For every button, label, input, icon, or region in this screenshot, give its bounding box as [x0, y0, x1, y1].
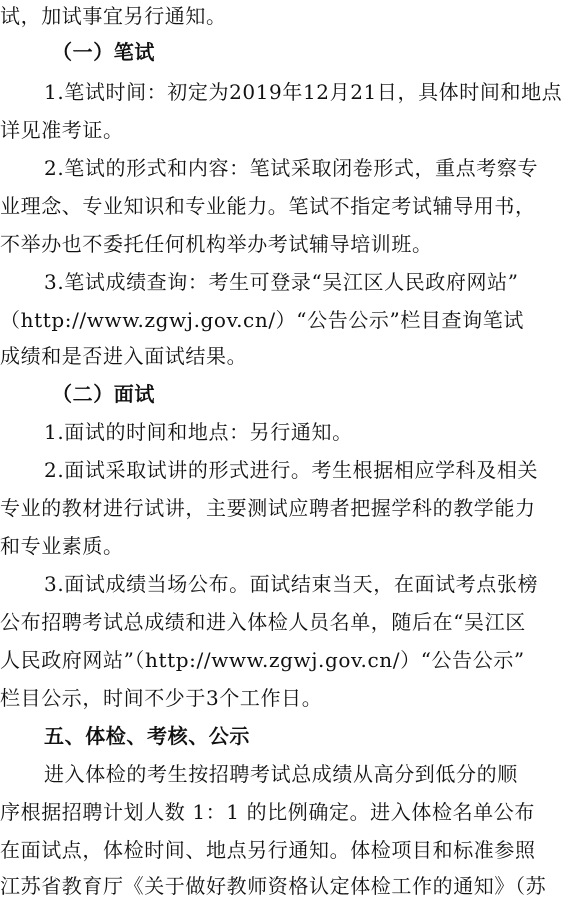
paragraph-line: 序根据招聘计划人数 1：1 的比例确定。进入体检名单公布 [0, 800, 535, 824]
paragraph-line: 业理念、专业知识和专业能力。笔试不指定考试辅导用书， [0, 194, 536, 218]
paragraph-line: 和专业素质。 [0, 534, 124, 558]
paragraph-line: 试，加试事宜另行通知。 [0, 4, 227, 28]
paragraph-line: 人民政府网站”（http://www.zgwj.gov.cn/）“公告公示” [0, 648, 525, 672]
paragraph-line: 进入体检的考生按招聘考试总成绩从高分到低分的顺 [44, 762, 518, 786]
paragraph-line: 专业的教材进行试讲，主要测试应聘者把握学科的教学能力 [0, 496, 536, 520]
subheading-written-exam: （一）笔试 [52, 40, 155, 64]
paragraph-line: 2.面试采取试讲的形式进行。考生根据相应学科及相关 [44, 458, 539, 482]
paragraph-line: 成绩和是否进入面试结果。 [0, 344, 248, 368]
paragraph-line: 江苏省教育厅《关于做好教师资格认定体检工作的通知》（苏 [0, 874, 547, 898]
paragraph-line: 3.面试成绩当场公布。面试结束当天，在面试考点张榜 [44, 572, 539, 596]
paragraph-line: 详见准考证。 [0, 118, 124, 142]
paragraph-line: 3.笔试成绩查询：考生可登录“吴江区人民政府网站” [44, 270, 519, 294]
paragraph-line: 2.笔试的形式和内容：笔试采取闭卷形式，重点考察专 [44, 156, 539, 180]
section-heading-physical-exam: 五、体检、考核、公示 [44, 724, 250, 748]
paragraph-line: 1.面试的时间和地点：另行通知。 [44, 420, 353, 444]
paragraph-line: 栏目公示，时间不少于3个工作日。 [0, 686, 323, 710]
paragraph-line: 公布招聘考试总成绩和进入体检人员名单，随后在“吴江区 [0, 610, 526, 634]
paragraph-line: 在面试点，体检时间、地点另行通知。体检项目和标准参照 [0, 838, 536, 862]
paragraph-line: （http://www.zgwj.gov.cn/）“公告公示”栏目查询笔试 [0, 308, 524, 332]
paragraph-line: 1.笔试时间：初定为2019年12月21日，具体时间和地点 [44, 80, 563, 104]
paragraph-line: 不举办也不委托任何机构举办考试辅导培训班。 [0, 232, 433, 256]
subheading-interview: （二）面试 [52, 382, 155, 406]
